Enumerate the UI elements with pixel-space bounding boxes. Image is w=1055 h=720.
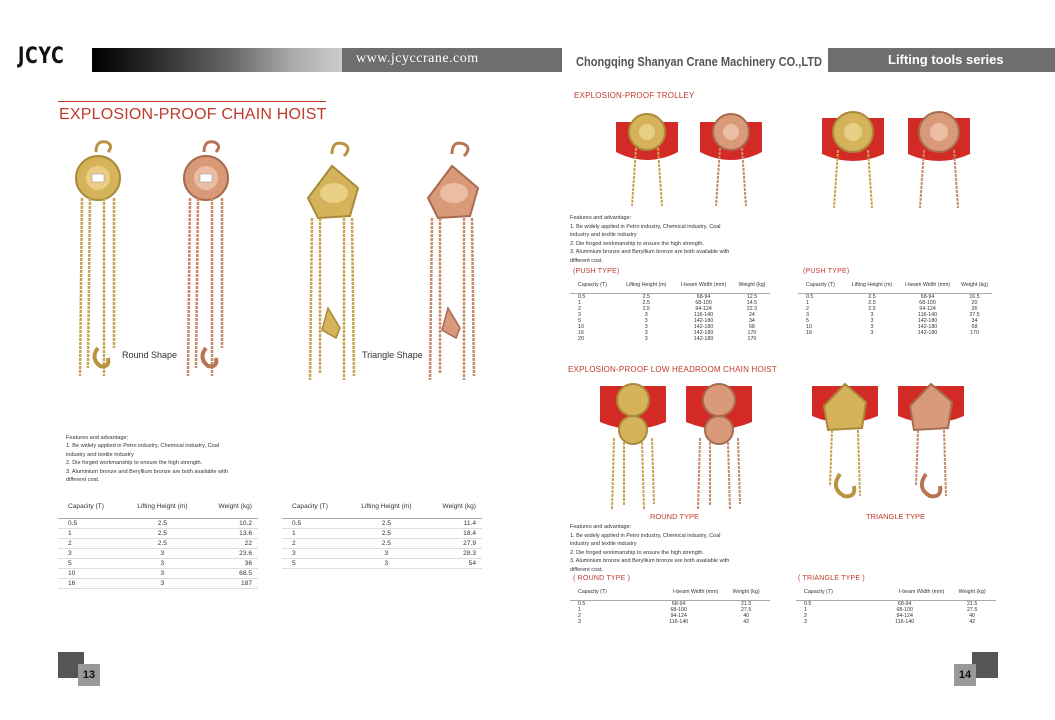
table-cell: 142-180 xyxy=(693,317,714,324)
table-cell: 68-100 xyxy=(670,606,687,613)
col-weight: Weight (kg) xyxy=(722,584,770,600)
table-header-row xyxy=(58,496,258,518)
table-cell: 5 xyxy=(282,558,349,568)
title-underline xyxy=(58,101,326,102)
table-cell: 94-124 xyxy=(896,612,913,619)
table-cell: 3 xyxy=(125,548,200,558)
table-cell: 170 xyxy=(747,335,757,342)
feature-line: industry and textile industry xyxy=(66,451,134,458)
table-cell: 2.5 xyxy=(125,518,200,528)
table-cell: 27.5 xyxy=(740,606,752,613)
col-weight: Weight (kg) xyxy=(424,496,482,518)
feature-line: industry and textile industry xyxy=(570,541,637,548)
table-cell: 1 xyxy=(578,606,581,613)
feature-line: 2. Die forged workmanship to ensure the high strength. xyxy=(570,240,704,247)
table-cell: 3 xyxy=(644,335,648,342)
trolley-features xyxy=(570,214,760,266)
table-cell: 2 xyxy=(58,538,125,548)
feature-line: different cost. xyxy=(570,257,603,264)
table-cell: 68 xyxy=(971,323,978,330)
feature-line: 1. Be widely applied in Petro industry, Chemical industry, Coal xyxy=(66,443,220,450)
table-cell: 3 xyxy=(806,311,809,318)
table-row xyxy=(282,558,482,568)
page-title-chain-hoist: EXPLOSION-PROOF CHAIN HOIST xyxy=(59,106,327,123)
low-headroom-round-table xyxy=(570,584,770,625)
table-cell: 5 xyxy=(58,558,125,568)
table-cell: 16 xyxy=(578,329,584,336)
table-cell: 54 xyxy=(424,558,482,568)
col-capacity: Capacity (T) xyxy=(798,277,846,293)
table-row xyxy=(282,518,482,528)
table-cell: 3 xyxy=(578,311,581,318)
table-cell: 170 xyxy=(970,329,979,336)
triangle-shape-label: Triangle Shape xyxy=(362,350,423,360)
table-cell: 3 xyxy=(870,329,874,336)
table-cell: 142-180 xyxy=(693,323,714,330)
table-cell: 0.5 xyxy=(804,600,812,607)
table-cell: 16.5 xyxy=(969,293,980,300)
table-cell: 36 xyxy=(200,558,258,568)
table-cell: 94-124 xyxy=(919,305,936,312)
table-cell: 3 xyxy=(282,548,349,558)
table-cell: 10 xyxy=(58,568,125,578)
table-cell: 116-140 xyxy=(669,618,689,625)
low-headroom-triangle-copper-image xyxy=(896,376,966,510)
geared-trolley-gold-image xyxy=(818,104,888,210)
geared-trolley-copper-image xyxy=(904,104,974,210)
table-header-row xyxy=(570,584,770,600)
table-cell: 116-140 xyxy=(918,311,938,318)
table-cell: 2.5 xyxy=(349,528,424,538)
table-cell: 16 xyxy=(806,329,812,336)
table-row xyxy=(58,528,258,538)
push-trolley-gold-image xyxy=(612,108,682,208)
low-headroom-round-gold-image xyxy=(598,378,668,512)
col-capacity: Capacity (T) xyxy=(570,584,635,600)
table-cell: 68 xyxy=(748,323,755,330)
table-row xyxy=(798,330,992,336)
brand-logo: JCYC xyxy=(18,44,65,69)
table-cell: 3 xyxy=(804,618,807,625)
table-cell: 3 xyxy=(125,558,200,568)
table-cell: 68-94 xyxy=(696,293,711,300)
low-headroom-title: EXPLOSION-PROOF LOW HEADROOM CHAIN HOIST xyxy=(568,365,777,374)
table-cell: 94-124 xyxy=(670,612,687,619)
col-ibeam-width: I-beam Width (mm) xyxy=(673,277,734,293)
table-cell: 14.5 xyxy=(746,299,758,306)
table-cell: 0.5 xyxy=(806,293,814,300)
push-type-label-1: (PUSH TYPE) xyxy=(573,268,620,275)
table-cell: 22.3 xyxy=(746,305,758,312)
push-trolley-copper-image xyxy=(696,108,766,208)
table-cell: 27.9 xyxy=(424,538,482,548)
feature-line: 1. Be widely applied in Petro industry, Chemical industry, Coal xyxy=(570,223,721,230)
table-header-row xyxy=(282,496,482,518)
table-row xyxy=(282,548,482,558)
col-ibeam-width: I-beam Width (mm) xyxy=(898,277,957,293)
table-cell: 2.5 xyxy=(349,518,424,528)
chain-hoist-features xyxy=(66,434,266,484)
table-cell: 23.6 xyxy=(200,548,258,558)
table-row xyxy=(58,538,258,548)
feature-line: different cost. xyxy=(66,477,100,484)
table-cell: 16 xyxy=(58,578,125,588)
feature-line: 3. Aluminium bronze and Beryllium bronze are both available with xyxy=(66,468,228,475)
page-number-right: 14 xyxy=(954,664,976,686)
table-cell: 3 xyxy=(644,311,648,318)
round-hoist-copper-image xyxy=(178,138,238,378)
feature-line: 1. Be widely applied in Petro industry, Chemical industry, Coal xyxy=(570,532,721,539)
features-heading: Features and advantage: xyxy=(66,435,129,441)
round-hoist-spec-table xyxy=(58,496,258,589)
table-cell: 24 xyxy=(748,311,755,318)
col-ibeam-width: I-beam Width (mm) xyxy=(861,584,948,600)
table-cell: 22 xyxy=(200,538,258,548)
feature-line: different cost. xyxy=(570,566,603,573)
company-name: Chongqing Shanyan Crane Machinery CO.,LTD xyxy=(576,54,822,69)
round-type-caption: ROUND TYPE xyxy=(650,512,700,521)
col-lifting-height: Lifting Height (m) xyxy=(125,496,200,518)
table-cell: 2.5 xyxy=(125,528,200,538)
table-cell: 3 xyxy=(349,558,424,568)
table-cell: 0.5 xyxy=(578,293,586,300)
table-cell: 170 xyxy=(747,329,757,336)
table-cell: 68-100 xyxy=(919,299,936,306)
features-heading: Features and advantage: xyxy=(570,215,632,221)
table-cell: 3 xyxy=(125,568,200,578)
feature-line: 2. Die forged workmanship to ensure the high strength. xyxy=(570,549,704,556)
push-trolley-table-2 xyxy=(798,277,992,336)
table-cell: 0.5 xyxy=(58,518,125,528)
table-cell: 0.5 xyxy=(578,600,586,607)
table-cell: 94-124 xyxy=(695,305,712,312)
table-cell: 2.5 xyxy=(642,305,650,312)
col-weight: Weight (kg) xyxy=(734,277,770,293)
table-row xyxy=(570,619,770,625)
table-cell: 26 xyxy=(971,305,978,312)
table-cell: 142-180 xyxy=(917,317,938,324)
feature-line: industry and textile industry xyxy=(570,232,637,239)
push-type-label-2: (PUSH TYPE) xyxy=(803,268,850,275)
website-link[interactable]: www.jcyccrane.com xyxy=(356,51,479,66)
triangle-hoist-spec-table xyxy=(282,496,482,569)
table-cell: 5 xyxy=(578,317,581,324)
table-cell: 1 xyxy=(578,299,581,306)
table-cell: 21.5 xyxy=(740,600,752,607)
table-cell: 1 xyxy=(804,606,807,613)
low-headroom-round-copper-image xyxy=(684,378,754,512)
table-cell: 13.6 xyxy=(200,528,258,538)
features-heading: Features and advantage: xyxy=(570,524,632,530)
table-cell: 40 xyxy=(743,612,750,619)
table-cell: 2.5 xyxy=(642,299,650,306)
table-row xyxy=(58,558,258,568)
table-cell: 2.5 xyxy=(125,538,200,548)
table-cell: 2.5 xyxy=(642,293,650,300)
page-number-left: 13 xyxy=(78,664,100,686)
feature-line: 3. Aluminium bronze and Beryllium bronze are both available with xyxy=(570,249,730,256)
round-hoist-gold-image xyxy=(70,138,130,378)
col-lifting-height: Lifting Height (m) xyxy=(349,496,424,518)
table-cell: 3 xyxy=(644,317,648,324)
table-cell: 20 xyxy=(971,299,978,306)
table-cell: 34 xyxy=(748,317,755,324)
low-headroom-triangle-gold-image xyxy=(810,376,880,510)
round-type-table-label: ( ROUND TYPE ) xyxy=(573,575,631,582)
col-capacity: Capacity (T) xyxy=(58,496,125,518)
table-cell: 34 xyxy=(971,317,978,324)
table-cell: 116-140 xyxy=(895,618,915,625)
table-cell: 2 xyxy=(804,612,807,619)
col-lifting-height: Lifting Height (m) xyxy=(619,277,673,293)
table-row xyxy=(58,568,258,578)
table-cell: 5 xyxy=(806,317,809,324)
table-cell: 27.5 xyxy=(966,606,978,613)
table-row xyxy=(570,336,770,342)
table-cell: 3 xyxy=(578,618,581,625)
table-row xyxy=(58,548,258,558)
table-cell: 3 xyxy=(870,323,874,330)
table-cell: 28.3 xyxy=(424,548,482,558)
table-cell: 2 xyxy=(578,612,581,619)
table-row xyxy=(282,538,482,548)
table-cell: 68-100 xyxy=(896,606,913,613)
table-cell: 0.5 xyxy=(282,518,349,528)
table-cell: 10 xyxy=(578,323,584,330)
table-cell: 142-180 xyxy=(693,329,714,336)
table-cell: 18.4 xyxy=(424,528,482,538)
table-header-row xyxy=(570,277,770,293)
table-cell: 187 xyxy=(200,578,258,588)
table-cell: 20 xyxy=(578,335,584,342)
table-cell: 142-180 xyxy=(917,323,938,330)
header-gradient-bar xyxy=(92,48,342,72)
table-cell: 3 xyxy=(125,578,200,588)
table-cell: 42 xyxy=(743,618,750,625)
table-row xyxy=(282,528,482,538)
table-cell: 11.4 xyxy=(424,518,482,528)
table-cell: 3 xyxy=(870,317,874,324)
table-cell: 3 xyxy=(644,329,648,336)
table-cell: 142-180 xyxy=(693,335,714,342)
feature-line: 2. Die forged workmanship to ensure the high strength. xyxy=(66,460,203,467)
table-cell: 21.5 xyxy=(966,600,978,607)
col-capacity: Capacity (T) xyxy=(796,584,861,600)
col-ibeam-width: I-beam Width (mm) xyxy=(635,584,722,600)
round-shape-label: Round Shape xyxy=(122,350,178,360)
table-cell: 116-140 xyxy=(694,311,714,318)
push-trolley-table-1 xyxy=(570,277,770,342)
triangle-hoist-copper-image xyxy=(418,138,488,383)
table-cell: 1 xyxy=(282,528,349,538)
table-cell: 1 xyxy=(58,528,125,538)
col-weight: Weight (kg) xyxy=(200,496,258,518)
triangle-type-caption: TRIANGLE TYPE xyxy=(866,512,926,521)
table-cell: 68-94 xyxy=(897,600,912,607)
table-cell: 68.5 xyxy=(200,568,258,578)
table-cell: 42 xyxy=(969,618,976,625)
table-cell: 2.5 xyxy=(868,293,876,300)
table-cell: 10.2 xyxy=(200,518,258,528)
feature-line: 3. Aluminium bronze and Beryllium bronze are both available with xyxy=(570,558,730,565)
table-cell: 2 xyxy=(806,305,809,312)
table-cell: 142-180 xyxy=(917,329,938,336)
table-cell: 68-94 xyxy=(671,600,686,607)
series-title: Lifting tools series xyxy=(888,52,1004,67)
table-cell: 3 xyxy=(58,548,125,558)
table-header-row xyxy=(796,584,996,600)
table-cell: 3 xyxy=(644,323,648,330)
triangle-hoist-gold-image xyxy=(298,138,368,383)
table-header-row xyxy=(798,277,992,293)
low-headroom-triangle-table xyxy=(796,584,996,625)
table-cell: 68-94 xyxy=(920,293,935,300)
table-cell: 10 xyxy=(806,323,812,330)
col-capacity: Capacity (T) xyxy=(570,277,619,293)
table-cell: 27.5 xyxy=(969,311,980,318)
triangle-type-table-label: ( TRIANGLE TYPE ) xyxy=(798,575,865,582)
col-weight: Weight (kg) xyxy=(948,584,996,600)
table-cell: 2.5 xyxy=(868,299,876,306)
table-cell: 68-100 xyxy=(695,299,712,306)
table-row xyxy=(58,518,258,528)
low-headroom-features xyxy=(570,523,760,575)
table-cell: 3 xyxy=(349,548,424,558)
table-cell: 2 xyxy=(578,305,581,312)
table-row xyxy=(796,619,996,625)
table-cell: 2 xyxy=(282,538,349,548)
col-lifting-height: Lifting Height (m) xyxy=(846,277,898,293)
table-cell: 12.5 xyxy=(746,293,758,300)
col-capacity: Capacity (T) xyxy=(282,496,349,518)
table-cell: 40 xyxy=(969,612,976,619)
table-row xyxy=(58,578,258,588)
table-cell: 2.5 xyxy=(868,305,876,312)
table-cell: 2.5 xyxy=(349,538,424,548)
table-cell: 1 xyxy=(806,299,809,306)
col-weight: Weight (kg) xyxy=(957,277,992,293)
trolley-title: EXPLOSION-PROOF TROLLEY xyxy=(574,91,695,100)
table-cell: 3 xyxy=(870,311,874,318)
